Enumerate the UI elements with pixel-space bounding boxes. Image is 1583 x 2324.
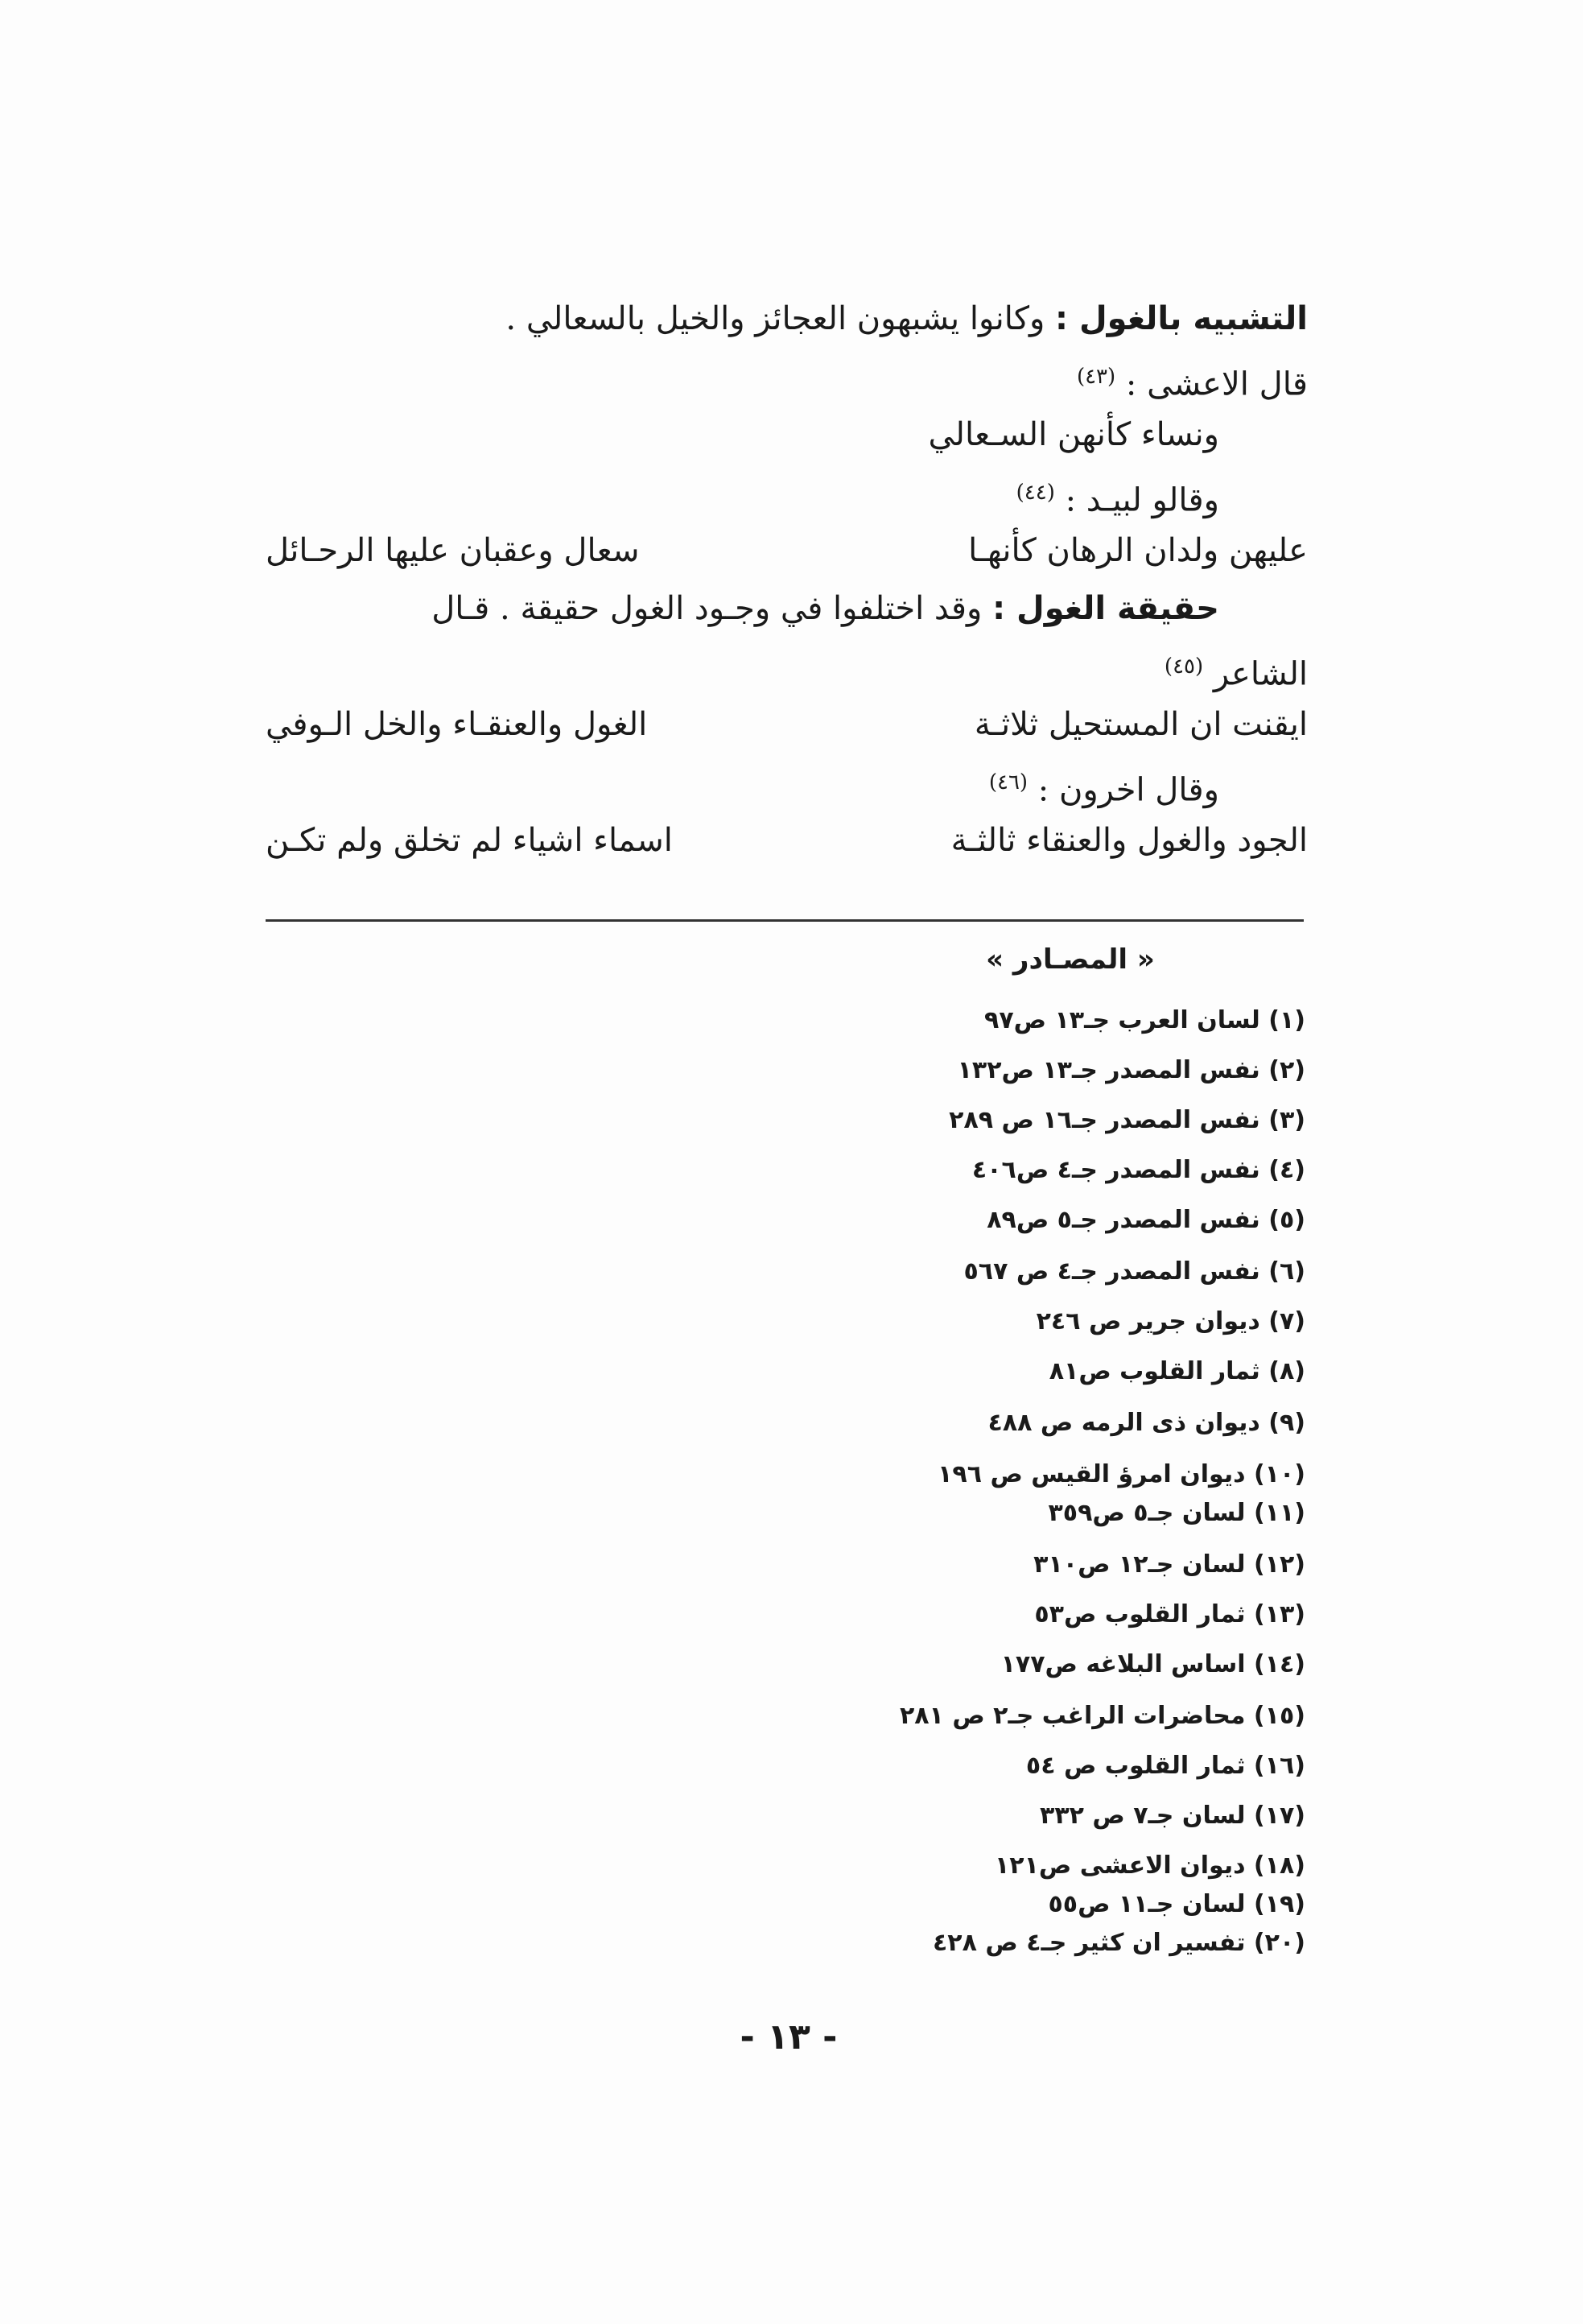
text-line-1-body: وكانوا يشبهون العجائز والخيل بالسعالي . (505, 300, 1045, 337)
verse-line-1 (266, 522, 1308, 580)
source-item: (١٢) لسان جـ١٢ ص٣١٠ (1033, 1550, 1305, 1579)
source-item: (١) لسان العرب جـ١٣ ص٩٧ (984, 1006, 1305, 1034)
sources-list (742, 1006, 1305, 1988)
verse-hemistich-2: اسماء اشياء لم تخلق ولم تكـن (266, 822, 673, 859)
text-line-2-body: قال الاعشى : (1125, 365, 1308, 403)
source-item: (٧) ديوان جرير ص ٢٤٦ (1036, 1307, 1305, 1335)
verse-line-2 (266, 696, 1308, 753)
source-item: (٩) ديوان ذى الرمه ص ٤٨٨ (987, 1409, 1305, 1437)
text-line-6-body: وقد اختلفوا في وجـود الغول حقيقة . قـال (431, 590, 983, 627)
source-item: (١٧) لسان جـ٧ ص ٣٣٢ (1040, 1802, 1305, 1830)
verse-hemistich-2: الغول والعنقـاء والخل الـوفي (266, 706, 648, 743)
page-number: - ١٣ - (740, 2016, 838, 2058)
source-item: (١١) لسان جـ٥ ص٣٥٩ (1048, 1499, 1305, 1527)
heading-ghoul-simile: التشبيه بالغول : (1055, 300, 1308, 337)
footnote-ref: (٤٤) (1016, 481, 1055, 505)
source-item: (٥) نفس المصدر جـ٥ ص٨٩ (987, 1206, 1305, 1234)
verse-hemistich-1: ايقنت ان المستحيل ثلاثـة (974, 706, 1308, 743)
source-item: (١٠) ديوان امرؤ القيس ص ١٩٦ (938, 1460, 1305, 1488)
text-line-3-body: ونساء كأنهن السـعالي (928, 416, 1219, 453)
text-line-9-body: وقال اخرون : (1037, 771, 1219, 809)
main-text (266, 290, 1308, 869)
text-line-4-body: وقالو لبيـد : (1065, 481, 1219, 519)
text-line-3 (928, 406, 1219, 464)
source-item: (١٤) اساس البلاغه ص١٧٧ (1000, 1650, 1305, 1678)
source-item: (٨) ثمار القلوب ص٨١ (1049, 1357, 1305, 1385)
footnote-ref: (٤٦) (988, 770, 1029, 795)
source-item: (١٨) ديوان الاعشى ص١٢١ (994, 1851, 1305, 1880)
text-line-7 (1165, 638, 1308, 703)
verse-line-3 (266, 811, 1308, 869)
sources-title: « المصـادر » (986, 943, 1155, 976)
source-item: (٦) نفس المصدر جـ٤ ص ٥٦٧ (963, 1257, 1305, 1286)
verse-hemistich-2: سعال وعقبان عليها الرحـائل (266, 532, 640, 569)
text-line-2 (1077, 348, 1308, 413)
source-item: (٢٠) تفسير ان كثير جـ٤ ص ٤٢٨ (933, 1929, 1305, 1957)
text-line-7-body: الشاعر (1213, 655, 1308, 693)
source-item: (١٣) ثمار القلوب ص٥٣ (1034, 1600, 1305, 1628)
source-item: (١٦) ثمار القلوب ص ٥٤ (1025, 1752, 1305, 1780)
verse-hemistich-1: عليهن ولدان الرهان كأنهـا (968, 532, 1308, 569)
text-line-4 (1016, 464, 1219, 529)
footnote-divider (266, 919, 1304, 922)
source-item: (١٥) محاضرات الراغب جـ٢ ص ٢٨١ (899, 1702, 1305, 1730)
footnote-ref: (٤٣) (1076, 365, 1116, 389)
footnote-ref: (٤٥) (1164, 654, 1204, 679)
source-item: (٢) نفس المصدر جـ١٣ ص١٣٢ (957, 1056, 1305, 1084)
heading-ghoul-truth: حقيقة الغول : (992, 590, 1219, 627)
source-item: (١٩) لسان جـ١١ ص٥٥ (1048, 1890, 1305, 1918)
source-item: (٣) نفس المصدر جـ١٦ ص ٢٨٩ (949, 1106, 1305, 1134)
source-item: (٤) نفس المصدر جـ٤ ص٤٠٦ (971, 1156, 1305, 1184)
text-line-9 (989, 753, 1219, 819)
text-line-6 (431, 580, 1219, 638)
text-line-1 (505, 290, 1308, 348)
verse-hemistich-1: الجود والغول والعنقاء ثالثـة (950, 822, 1308, 859)
